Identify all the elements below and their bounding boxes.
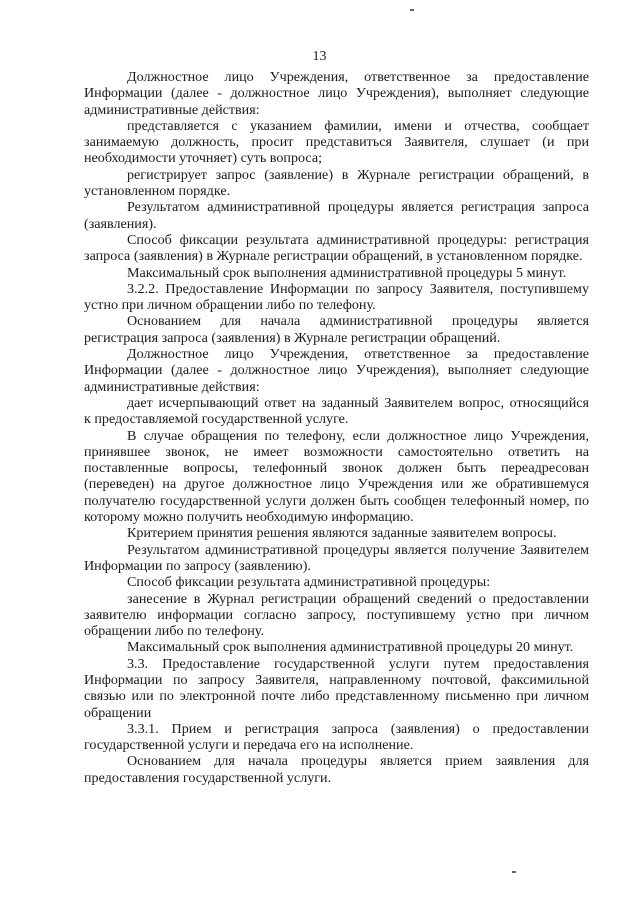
paragraph — [84, 265, 589, 281]
scan-mark — [410, 9, 414, 11]
text-line: Информации (далее - должностное лицо Учреждения), выполняет следующие — [84, 362, 589, 379]
text-line: Основанием для начала процедуры является прием заявления для — [127, 753, 589, 770]
paragraph — [84, 542, 589, 575]
paragraph — [84, 199, 589, 232]
paragraph — [84, 428, 589, 526]
text-line: которому можно получить необходимую информацию. — [84, 509, 414, 526]
text-line: В случае обращения по телефону, если должностное лицо Учреждения, — [127, 427, 589, 444]
paragraph — [84, 721, 589, 754]
text-line: Результатом административной процедуры является регистрация запроса — [127, 199, 589, 216]
text-line: Информации по запросу Заявителя, направленному почтовой, факсимильной — [84, 671, 589, 688]
text-line: 3.2.2. Предоставление Информации по запросу Заявителя, поступившему — [127, 280, 589, 297]
text-line: Максимальный срок выполнения административной процедуры 20 минут. — [127, 639, 574, 656]
paragraph — [84, 639, 589, 655]
scan-mark — [512, 871, 516, 873]
text-line: государственной услуги и передача его на исполнение. — [84, 737, 414, 754]
paragraph — [84, 753, 589, 786]
text-line: регистрирует запрос (заявление) в Журнале регистрации обращений, в — [127, 166, 589, 183]
paragraph — [84, 118, 589, 167]
text-line: устно при личном обращении либо по телефону. — [84, 297, 376, 314]
text-line: необходимости уточняет) суть вопроса; — [84, 150, 323, 167]
paragraph — [84, 574, 589, 590]
text-line: Максимальный срок выполнения административной процедуры 5 минут. — [127, 264, 567, 281]
text-line: заявителю информации согласно запросу, поступившему устно при личном — [84, 606, 589, 623]
text-line: дает исчерпывающий ответ на заданный Заявителем вопрос, относящийся — [127, 394, 589, 411]
page-number: 13 — [312, 49, 327, 64]
paragraph — [84, 69, 589, 118]
text-line: поставленные вопросы, телефонный звонок должен быть переадресован — [84, 460, 589, 477]
text-line: предоставления государственной услуги. — [84, 769, 332, 786]
paragraph — [84, 395, 589, 428]
text-line: Результатом административной процедуры является получение Заявителем — [127, 541, 589, 558]
text-line: Информации (далее - должностное лицо Учреждения), выполняет следующие — [84, 85, 589, 102]
text-line: Должностное лицо Учреждения, ответственное за предоставление — [127, 346, 589, 363]
text-line: Способ фиксации результата административной процедуры: — [127, 574, 491, 591]
text-line: представляется с указанием фамилии, имени и отчества, сообщает — [127, 117, 589, 134]
text-line: занесение в Журнал регистрации обращений сведений о предоставлении — [127, 590, 589, 607]
text-line: обращении либо по телефону. — [84, 623, 264, 640]
paragraph — [84, 656, 589, 721]
text-line: обращении — [84, 704, 152, 721]
text-line: установленном порядке. — [84, 183, 231, 200]
paragraph — [84, 313, 589, 346]
text-line: Должностное лицо Учреждения, ответственное за предоставление — [127, 69, 589, 85]
text-line: получателю государственной услуги должен быть сообщен телефонный номер, по — [84, 492, 589, 509]
text-line: принявшее звонок, не имеет возможности самостоятельно ответить на — [84, 443, 589, 460]
paragraph — [84, 232, 589, 265]
text-line: связью или по электронной почте либо представленному письменно при личном — [84, 688, 589, 705]
text-line: Информации по запросу (заявлению). — [84, 557, 311, 574]
text-line: к предоставляемой государственной услуге. — [84, 411, 349, 428]
text-line: административные действия: — [84, 378, 260, 395]
paragraph — [84, 591, 589, 640]
text-line: 3.3.1. Прием и регистрация запроса (заявления) о предоставлении — [127, 720, 589, 737]
document-body — [84, 69, 589, 786]
paragraph — [84, 525, 589, 541]
text-line: Критерием принятия решения являются заданные заявителем вопросы. — [127, 525, 557, 542]
paragraph — [84, 281, 589, 314]
text-line: Основанием для начала административной процедуры является — [127, 313, 589, 330]
text-line: (заявления). — [84, 215, 157, 232]
text-line: запроса (заявления) в Журнале регистрации обращений, в установленном порядке. — [84, 248, 583, 265]
paragraph — [84, 167, 589, 200]
paragraph — [84, 346, 589, 395]
text-line: регистрация запроса (заявления) в Журнале регистрации обращений. — [84, 329, 501, 346]
text-line: 3.3. Предоставление государственной услуги путем предоставления — [127, 655, 589, 672]
text-line: административные действия: — [84, 101, 260, 118]
text-line: Способ фиксации результата административной процедуры: регистрация — [127, 231, 589, 248]
text-line: занимаемую должность, просит представиться Заявителя, слушает (и при — [84, 134, 589, 151]
text-line: (переведен) на другое должностное лицо Учреждения или же обратившемуся — [84, 476, 589, 493]
